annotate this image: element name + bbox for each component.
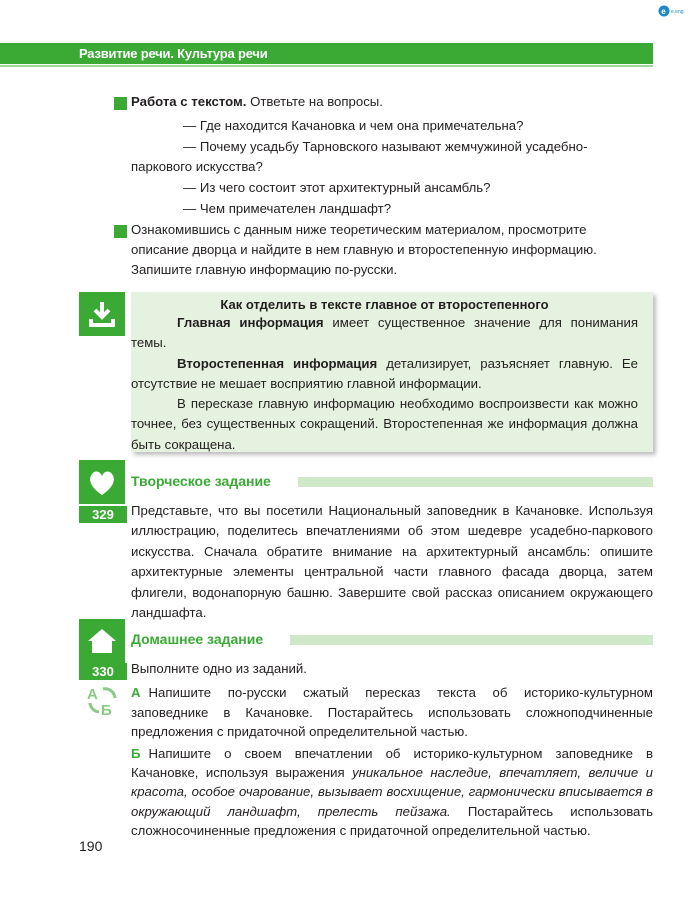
familiarize-line-2: описание дворца и найдите в нем главную и второстепенную информацию. xyxy=(131,242,597,257)
homework-title: Домашнее задание xyxy=(131,631,264,647)
publisher-logo xyxy=(658,4,690,18)
svg-text:e: e xyxy=(661,7,666,16)
download-icon xyxy=(87,299,117,329)
chapter-header xyxy=(0,43,653,64)
task-number-330: 330 xyxy=(79,663,127,680)
creative-title: Творческое задание xyxy=(131,473,271,489)
svg-text:A: A xyxy=(87,686,98,703)
theory-title: Как отделить в тексте главное от второстепенного xyxy=(220,297,549,312)
svg-text:Б: Б xyxy=(101,702,112,716)
ab-tasks-icon xyxy=(87,684,121,716)
homework-option-a: А Напишите по-русски сжатый пересказ текста об историко-культурном заповеднике в Качановке. Постарайтесь использовать сложноподчиненные предложения с придаточной определительной частью. xyxy=(131,685,653,740)
green-bullet xyxy=(114,225,127,238)
theory-main-info: Главная информация имеет существенное значение для понимания темы. xyxy=(131,315,638,351)
task-number-329: 329 xyxy=(79,506,127,523)
question-2b: паркового искусства? xyxy=(131,159,263,174)
home-icon xyxy=(86,627,118,655)
creative-icon-box xyxy=(79,460,125,504)
heart-bird-icon xyxy=(86,467,118,497)
question-3: — Из чего состоит этот архитектурный ансамбль? xyxy=(183,180,491,195)
theory-retell: В пересказе главную информацию необходимо воспроизвести как можно точнее, без существенных сокращений. Второстепенная же информация должна быть сокращена. xyxy=(131,396,638,452)
question-1: — Где находится Качановка и чем она примечательна? xyxy=(183,118,524,133)
svg-text:e.eng: e.eng xyxy=(671,9,684,15)
theory-icon-box xyxy=(79,292,125,336)
homework-expressions: уникальное наследие, впечатляет, величие и красота, особое очарование, вызывает восхищение, гармонически вписывается в окружающий ландшафт, прелесть пейзажа. xyxy=(131,765,653,819)
homework-icon-box xyxy=(79,619,125,663)
text-work-label: Работа с текстом. xyxy=(131,94,247,109)
question-2a: — Почему усадьбу Тарновского называют жемчужиной усадебно- xyxy=(183,139,588,154)
familiarize-line-3: Запишите главную информацию по-русски. xyxy=(131,262,398,277)
text-work-instruction: Работа с текстом. Ответьте на вопросы. xyxy=(131,94,383,109)
page-number: 190 xyxy=(79,838,103,854)
green-bullet xyxy=(114,97,127,110)
theory-content xyxy=(131,296,638,455)
homework-intro: Выполните одно из заданий. xyxy=(131,661,307,676)
homework-option-b: Б Напишите о своем впечатлении об историко-культурном заповеднике в Качановке, используя выражения уникальное наследие, впечатляет, величие и красота, особое очарование, вызывает восхищение, гармонически вписывается в окружающий ландшафт, прелесть пейзажа. Постарайтесь использовать сложносочиненные предложения с придаточной определительной частью. xyxy=(131,746,654,838)
theory-secondary-info: Второстепенная информация детализирует, разъясняет главную. Ее отсутствие не мешает восприятию главной информации. xyxy=(131,355,638,391)
question-4: — Чем примечателен ландшафт? xyxy=(183,201,392,216)
chapter-title: Развитие речи. Культура речи xyxy=(79,46,268,61)
familiarize-line-1: Ознакомившись с данным ниже теоретическим материалом, просмотрите xyxy=(131,222,587,237)
creative-title-line xyxy=(298,477,653,487)
creative-text: Представьте, что вы посетили Национальный заповедник в Качановке. Используя иллюстрацию, поделитесь впечатлениями об этом шедевре усадебно-паркового искусства. Сначала обратите внимание на архитектурный ансамбль: опишите архитектурные элементы центральной части главного фасада дворца, затем флигели, водонапорную башню. Завершите свой рассказ описанием окружающего ландшафта. xyxy=(131,503,653,621)
homework-title-line xyxy=(290,635,653,645)
